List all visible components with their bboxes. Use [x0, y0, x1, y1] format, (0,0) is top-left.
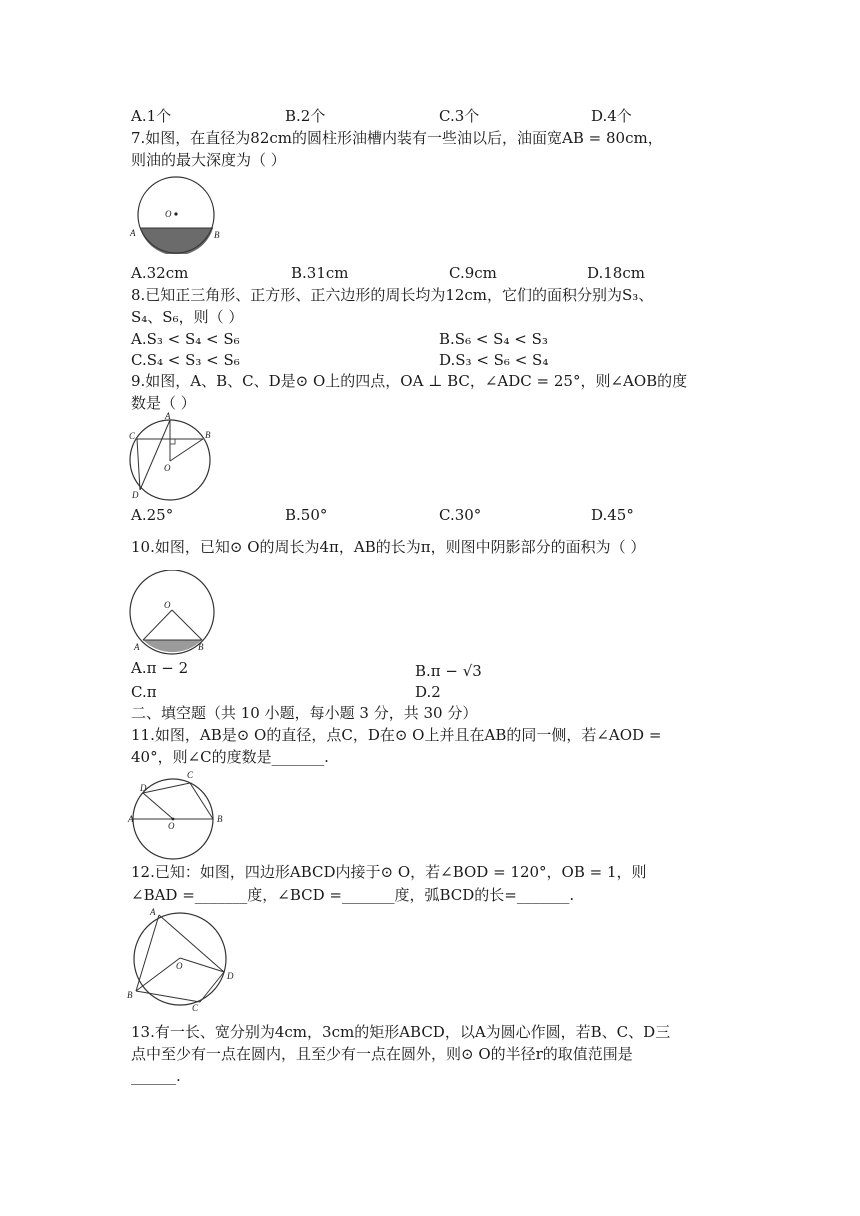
q9-option-c: C.30° — [439, 506, 482, 524]
q10-option-b: B.π − √3 — [415, 662, 482, 680]
segment-dc — [143, 783, 190, 793]
segment-cd — [200, 972, 224, 1002]
label-d: D — [132, 490, 139, 500]
q13-stem-line2: 点中至少有一点在圆内，且至少有一点在圆外，则⊙ O的半径r的取值范围是 — [131, 1045, 633, 1063]
segment-shaded-region — [143, 640, 202, 652]
q11-stem-line1: 11.如图，AB是⊙ O的直径，点C，D在⊙ O上并且在AB的同一侧，若∠AOD = — [131, 726, 662, 744]
q7-option-c: C.9cm — [449, 264, 497, 282]
q10-circle-figure — [126, 570, 218, 656]
q12-stem-line1: 12.已知：如图，四边形ABCD内接于⊙ O，若∠BOD = 120°，OB = 1，则 — [131, 863, 647, 881]
q10-stem-line1: 10.如图，已知⊙ O的周长为4π，AB的长为π，则图中阴影部分的面积为（ ） — [131, 538, 646, 556]
q7-oil-tank-figure — [128, 172, 228, 254]
label-b: B — [198, 642, 204, 652]
right-angle-mark — [170, 439, 175, 444]
center-point-o — [172, 818, 175, 821]
label-o: O — [176, 961, 183, 971]
q7-option-b: B.31cm — [291, 264, 349, 282]
segment-bc — [136, 991, 200, 1002]
circle-o — [134, 913, 226, 1005]
label-c: C — [192, 1003, 199, 1011]
q8-option-b: B.S₆ < S₄ < S₃ — [439, 330, 548, 348]
q7-stem-line1: 7.如图，在直径为82cm的圆柱形油槽内装有一些油以后，油面宽AB = 80cm， — [131, 129, 663, 147]
label-b: B — [217, 814, 223, 824]
q6-option-d: D.4个 — [591, 107, 632, 125]
label-a: A — [128, 814, 134, 824]
q8-option-a: A.S₃ < S₄ < S₆ — [131, 330, 240, 348]
q8-stem-line1: 8.已知正三角形、正方形、正六边形的周长均为12cm，它们的面积分别为S₃、 — [131, 286, 654, 304]
segment-od — [180, 958, 224, 972]
label-o: O — [164, 463, 171, 473]
segment-od — [143, 793, 173, 819]
q12-stem-line2: ∠BAD =_______度，∠BCD =_______度，弧BCD的长=_______. — [131, 886, 575, 904]
q10-option-d: D.2 — [415, 683, 441, 701]
label-b: B — [127, 990, 133, 1000]
q6-option-c: C.3个 — [439, 107, 480, 125]
segment-ad — [159, 915, 224, 972]
q11-circle-figure — [126, 768, 236, 860]
q8-stem-line2: S₄、S₆，则（ ） — [131, 308, 244, 326]
q13-stem-line1: 13.有一长、宽分别为4cm，3cm的矩形ABCD，以A为圆心作圆，若B、C、D三 — [131, 1023, 671, 1041]
label-a: A — [150, 907, 156, 917]
label-b: B — [214, 230, 220, 240]
q11-stem-line2: 40°，则∠C的度数是_______. — [131, 748, 329, 766]
section-heading-fill-in: 二、填空题（共 10 小题，每小题 3 分，共 30 分） — [131, 704, 478, 722]
segment-oa — [143, 610, 172, 640]
q9-stem-line2: 数是（ ） — [131, 394, 196, 412]
label-o: O — [168, 821, 175, 831]
label-o: O — [165, 209, 172, 219]
q13-stem-line3: ______. — [131, 1067, 181, 1085]
q7-option-a: A.32cm — [131, 264, 189, 282]
q7-stem-line2: 则油的最大深度为（ ） — [131, 151, 286, 169]
q9-option-a: A.25° — [131, 506, 174, 524]
label-a: A — [165, 411, 171, 421]
label-c: C — [129, 431, 136, 441]
label-o: O — [164, 600, 171, 610]
label-b: B — [205, 430, 211, 440]
center-point-o — [174, 212, 177, 215]
q10-option-c: C.π — [131, 683, 157, 701]
q8-option-d: D.S₃ < S₆ < S₄ — [439, 351, 549, 369]
q9-stem-line1: 9.如图，A、B、C、D是⊙ O上的四点，OA ⊥ BC，∠ADC = 25°，则∠AOB的度 — [131, 372, 688, 390]
segment-cb — [190, 783, 213, 819]
label-c: C — [187, 770, 194, 780]
q9-option-d: D.45° — [591, 506, 634, 524]
label-d: D — [140, 783, 147, 793]
segment-ad — [140, 420, 170, 490]
q9-option-b: B.50° — [285, 506, 328, 524]
segment-ob — [172, 610, 202, 640]
label-a: A — [134, 642, 140, 652]
q6-option-a: A.1个 — [131, 107, 172, 125]
q12-circle-figure — [126, 903, 238, 1011]
q10-option-a: A.π − 2 — [131, 659, 189, 677]
label-d: D — [227, 971, 234, 981]
oil-shaded-region — [140, 228, 213, 254]
q8-option-c: C.S₄ < S₃ < S₆ — [131, 351, 240, 369]
segment-ob — [136, 958, 180, 991]
q9-circle-figure — [126, 410, 218, 502]
label-a: A — [130, 228, 136, 238]
q7-option-d: D.18cm — [587, 264, 645, 282]
q6-option-b: B.2个 — [285, 107, 326, 125]
